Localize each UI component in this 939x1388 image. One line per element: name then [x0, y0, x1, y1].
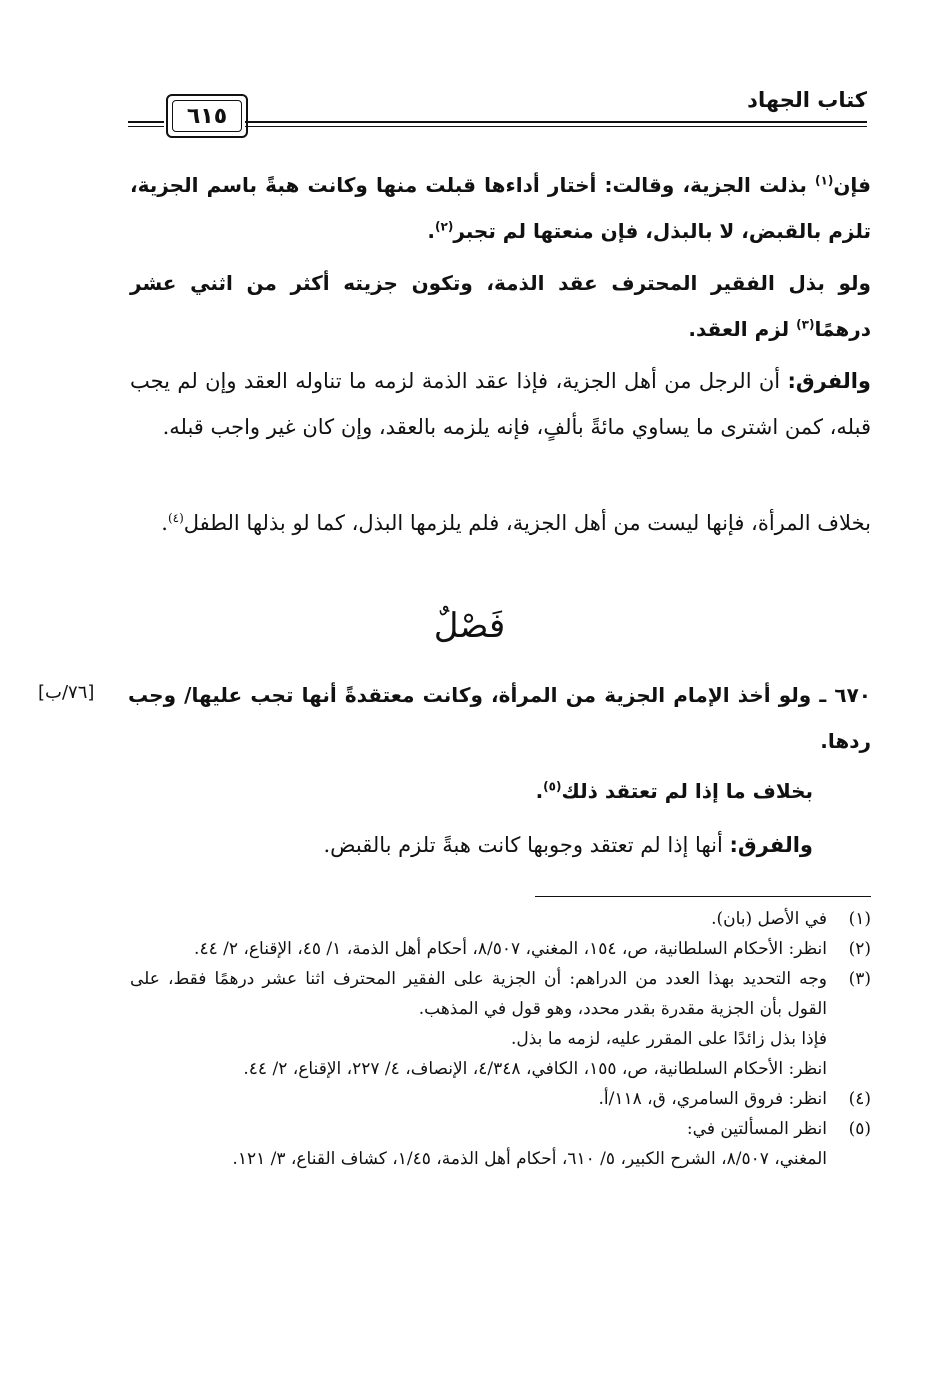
- paragraph-7: [130, 822, 813, 868]
- paragraph-2-body: ولو بذل الفقير المحترف عقد الذمة، وتكون جزيته أكثر من اثني عشر درهمًا: [130, 271, 871, 341]
- footnote-number: (٣): [848, 969, 871, 989]
- header-rule: [245, 121, 867, 127]
- paragraph-3-body: أن الرجل من أهل الجزية، فإذا عقد الذمة لزمه ما تناوله العقد وإن لم يجب قبله، كمن اشترى ما يساوي مائةً بألفٍ، فإنه يلزمه بالعقد، وإن كان غير واجب قبله.: [130, 369, 871, 439]
- running-header-title: كتاب الجهاد: [747, 88, 867, 112]
- footnote-number: (٤): [848, 1089, 871, 1109]
- footnote-text: انظر المسألتين في:: [686, 1119, 827, 1139]
- footnote-3-references: انظر: الأحكام السلطانية، ص، ١٥٥، الكافي، ٤/٣٤٨، الإنصاف، ٤/ ٢٢٧، الإقناع، ٢/ ٤٤.: [243, 1059, 827, 1079]
- header-rule-left: [128, 121, 164, 127]
- footnote-separator: [535, 896, 871, 897]
- paragraph-3: [130, 358, 871, 450]
- paragraph-7-body: أنها إذا لم تعتقد وجوبها كانت هبةً تلزم بالقبض.: [323, 833, 730, 857]
- footnote-4: [130, 1084, 871, 1114]
- page-number-frame: [166, 94, 248, 138]
- paragraph-6: [130, 768, 813, 814]
- footnote-ref-3[interactable]: (٣): [796, 317, 815, 332]
- footnote-3: [130, 964, 871, 1024]
- footnote-ref-5[interactable]: (٥): [543, 779, 562, 794]
- paragraph-6-body: بخلاف ما إذا لم تعتقد ذلك: [561, 779, 813, 803]
- footnote-ref-1[interactable]: (١): [815, 173, 834, 188]
- paragraph-2-end: لزم العقد.: [688, 317, 797, 341]
- footnote-number: (٥): [848, 1119, 871, 1139]
- footnote-5-references: المغني، ٨/٥٠٧، الشرح الكبير، ٥/ ٦١٠، أحكام أهل الذمة، ١/٤٥، كشاف القناع، ٣/ ١٢١.: [232, 1149, 827, 1169]
- footnote-ref-2[interactable]: (٢): [435, 219, 454, 234]
- paragraph-1-body: بذلت الجزية، وقالت: أختار أداءها قبلت منها وكانت هبةً باسم الجزية، تلزم بالقبض، لا بالبذل، فإن منعتها لم تجبر: [130, 173, 871, 243]
- difference-label-2: والفرق:: [729, 833, 813, 857]
- footnote-3-continuation: فإذا بذل زائدًا على المقرر عليه، لزمه ما بذل.: [511, 1029, 827, 1049]
- paragraph-4: [130, 500, 871, 546]
- paragraph-5: ٦٧٠ ـ ولو أخذ الإمام الجزية من المرأة، وكانت معتقدةً أنها تجب عليها/ وجب ردها.: [128, 683, 871, 753]
- footnote-number: (٢): [848, 939, 871, 959]
- footnote-2: [130, 934, 871, 964]
- footnote-1: [130, 904, 871, 934]
- footnote-5: [130, 1114, 871, 1144]
- page-number: ٦١٥: [172, 100, 242, 132]
- paragraph-1-start: فإن: [833, 173, 871, 197]
- footnote-text: في الأصل (بان).: [711, 909, 827, 929]
- difference-label: والفرق:: [787, 369, 871, 393]
- paragraph-4-end: .: [161, 511, 168, 535]
- paragraph-1: [130, 162, 871, 254]
- footnote-ref-4[interactable]: (٤): [167, 511, 184, 525]
- paragraph-4-body: بخلاف المرأة، فإنها ليست من أهل الجزية، فلم يلزمها البذل، كما لو بذلها الطفل: [183, 511, 871, 535]
- footnote-text: انظر: فروق السامري، ق، ١١٨/أ.: [598, 1089, 827, 1109]
- manuscript-folio-note: [٧٦/ب]: [38, 682, 95, 703]
- paragraph-2: [130, 260, 871, 352]
- footnote-text: انظر: الأحكام السلطانية، ص، ١٥٤، المغني، ٨/٥٠٧، أحكام أهل الذمة، ١/ ٤٥، الإقناع، ٢/ ٤٤.: [194, 939, 827, 959]
- section-heading: فَصْلٌ: [433, 606, 506, 646]
- footnote-text: وجه التحديد بهذا العدد من الدراهم: أن الجزية على الفقير المحترف اثنا عشر درهمًا فقط، على القول بأن الجزية مقدرة بقدر محدد، وهو قول في المذهب.: [130, 969, 827, 1019]
- footnote-number: (١): [848, 909, 871, 929]
- paragraph-6-end: .: [535, 779, 544, 803]
- footnotes: [130, 904, 871, 1174]
- paragraph-1-end: .: [427, 219, 436, 243]
